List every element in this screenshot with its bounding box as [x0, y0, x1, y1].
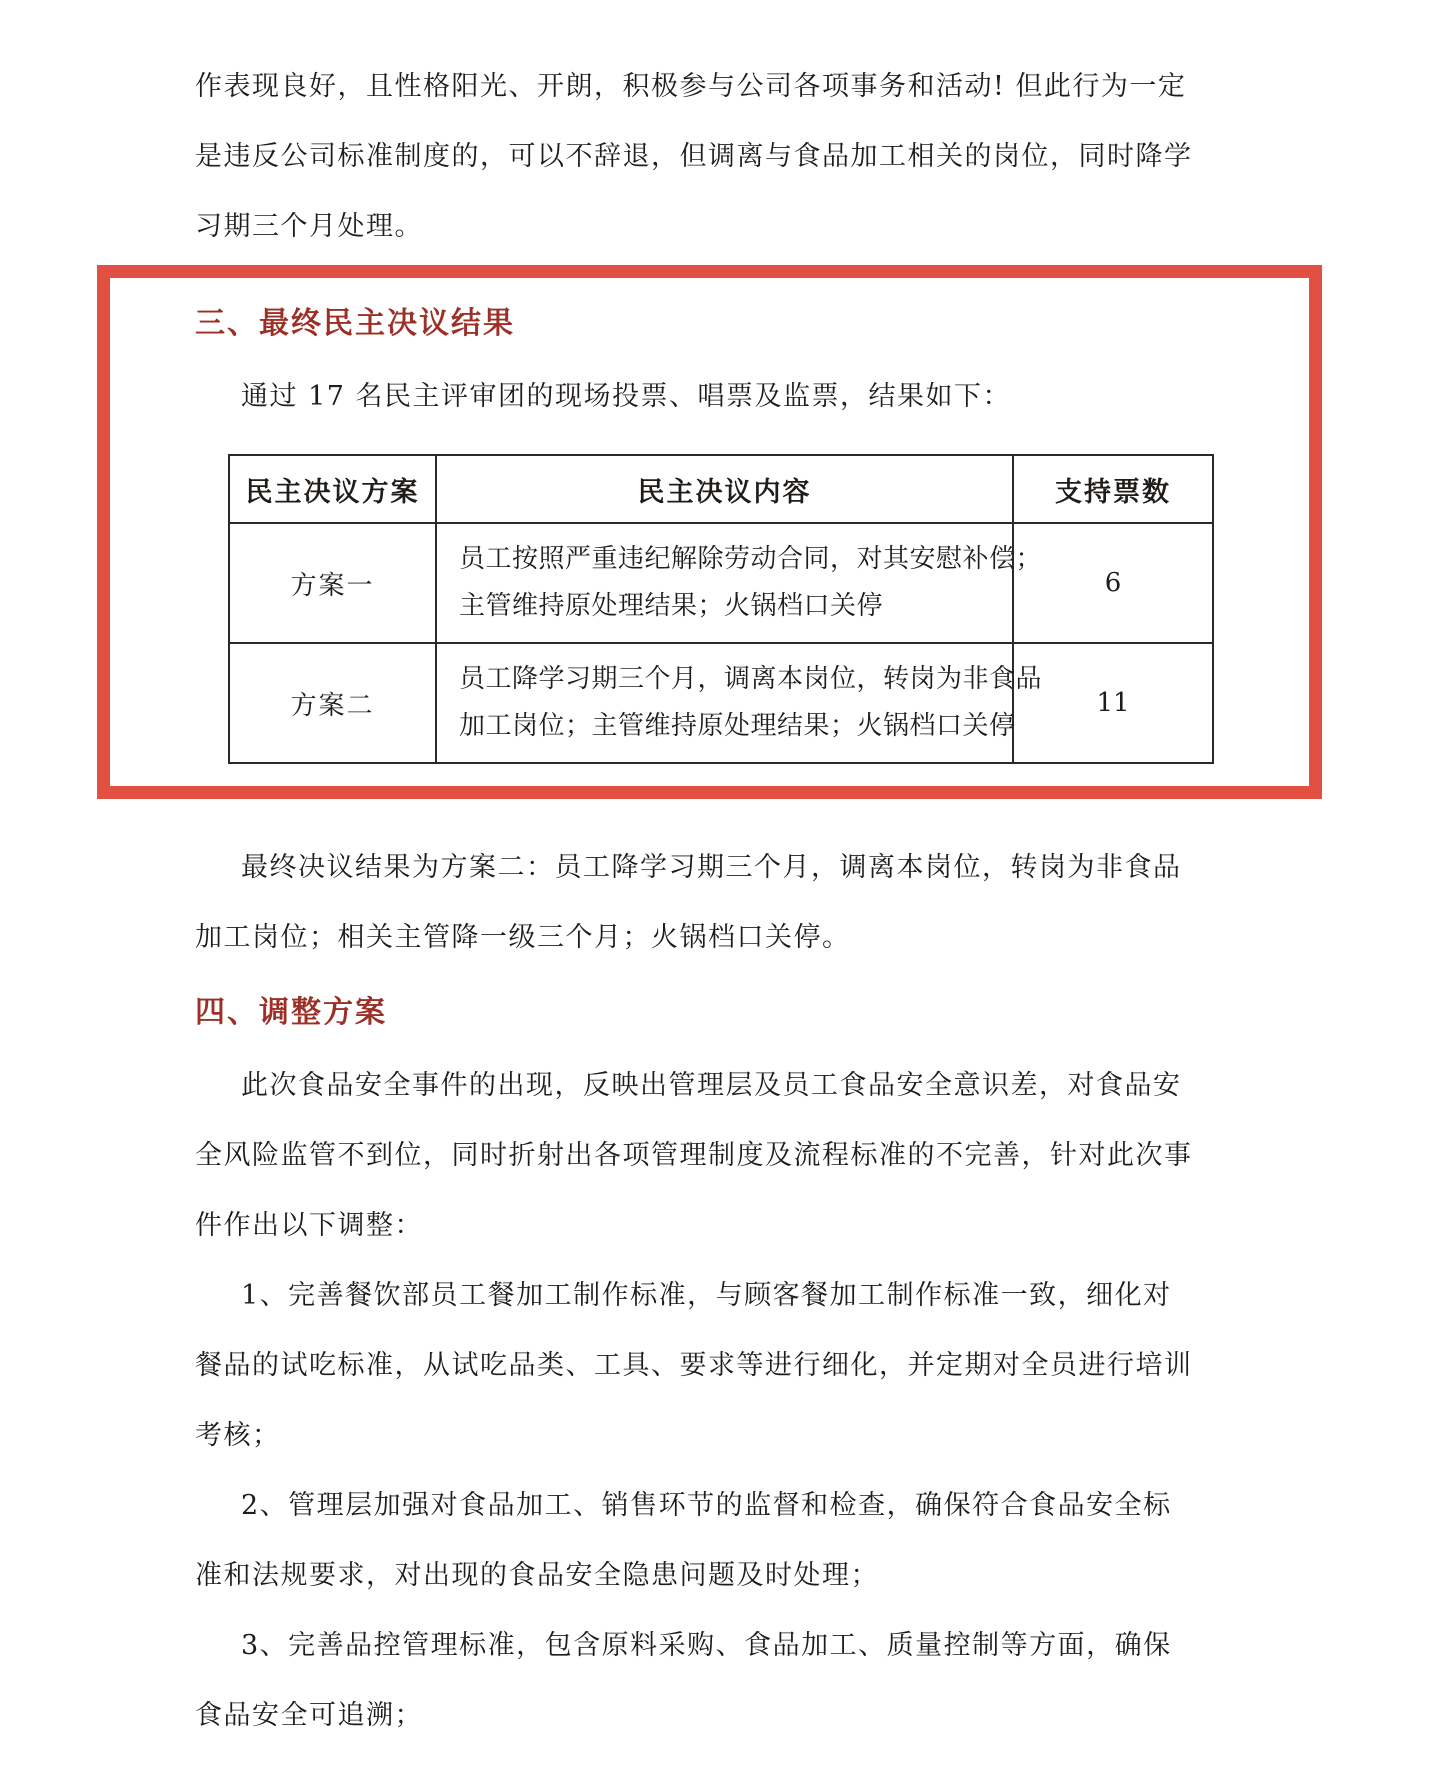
adjustment-item-1: [195, 1261, 1270, 1471]
paragraph-line: 件作出以下调整：: [195, 1210, 423, 1241]
votes-cell: 11: [1013, 643, 1213, 763]
highlight-annotation-box: [97, 265, 1322, 799]
plan-name-cell: 方案一: [229, 523, 436, 643]
table-cell-line: 员工按照严重违纪解除劳动合同，对其安慰补偿；: [459, 544, 1043, 574]
table-header-row: [229, 455, 1213, 523]
paragraph-line: 加工岗位；相关主管降一级三个月；火锅档口关停。: [195, 922, 851, 953]
paragraph-line: 食品安全可追溯；: [195, 1700, 423, 1731]
table-cell-line: 加工岗位；主管维持原处理结果；火锅档口关停: [459, 711, 1016, 741]
paragraph-line: 作表现良好，且性格阳光、开朗，积极参与公司各项事务和活动! 但此行为一定: [195, 71, 1187, 102]
paragraph-line: 1、完善餐饮部员工餐加工制作标准，与顾客餐加工制作标准一致，细化对: [241, 1280, 1172, 1311]
table-cell-line: 主管维持原处理结果；火锅档口关停: [459, 591, 884, 621]
section3-heading: 三、最终民主决议结果: [195, 306, 515, 341]
result-paragraph: [195, 833, 1270, 973]
section3-intro: [195, 362, 1309, 432]
paragraph-line: 全风险监管不到位，同时折射出各项管理制度及流程标准的不完善，针对此次事: [195, 1140, 1193, 1171]
adjustment-item-3: [195, 1611, 1270, 1751]
votes-cell: 6: [1013, 523, 1213, 643]
vote-result-table: [228, 454, 1214, 764]
section4-heading: 四、调整方案: [195, 995, 387, 1030]
paragraph-line: 通过 17 名民主评审团的现场投票、唱票及监票，结果如下：: [241, 381, 1012, 412]
table-cell-line: 员工降学习期三个月，调离本岗位，转岗为非食品: [459, 664, 1043, 694]
table-row: [229, 523, 1213, 643]
paragraph-line: 2、管理层加强对食品加工、销售环节的监督和检查，确保符合食品安全标: [241, 1490, 1172, 1521]
paragraph-line: 餐品的试吃标准，从试吃品类、工具、要求等进行细化，并定期对全员进行培训: [195, 1350, 1193, 1381]
paragraph-line: 准和法规要求，对出现的食品安全隐患问题及时处理；: [195, 1560, 879, 1591]
section4-paragraph: [195, 1051, 1270, 1261]
paragraph-line: 考核；: [195, 1420, 281, 1451]
paragraph-line: 是违反公司标准制度的，可以不辞退，但调离与食品加工相关的岗位，同时降学: [195, 141, 1193, 172]
plan-content-cell: [436, 523, 1043, 643]
column-header-plan: 民主决议方案: [229, 455, 436, 523]
table-row: [229, 643, 1213, 763]
paragraph-line: 3、完善品控管理标准，包含原料采购、食品加工、质量控制等方面，确保: [241, 1630, 1172, 1661]
intro-paragraph: [195, 0, 1270, 262]
paragraph-line: 此次食品安全事件的出现，反映出管理层及员工食品安全意识差，对食品安: [241, 1070, 1182, 1101]
adjustment-item-2: [195, 1471, 1270, 1611]
plan-content-cell: [436, 643, 1043, 763]
paragraph-line: 最终决议结果为方案二：员工降学习期三个月，调离本岗位，转岗为非食品: [241, 852, 1182, 883]
paragraph-line: 习期三个月处理。: [195, 211, 423, 242]
column-header-votes: 支持票数: [1013, 455, 1213, 523]
column-header-content: 民主决议内容: [436, 455, 1013, 523]
plan-name-cell: 方案二: [229, 643, 436, 763]
